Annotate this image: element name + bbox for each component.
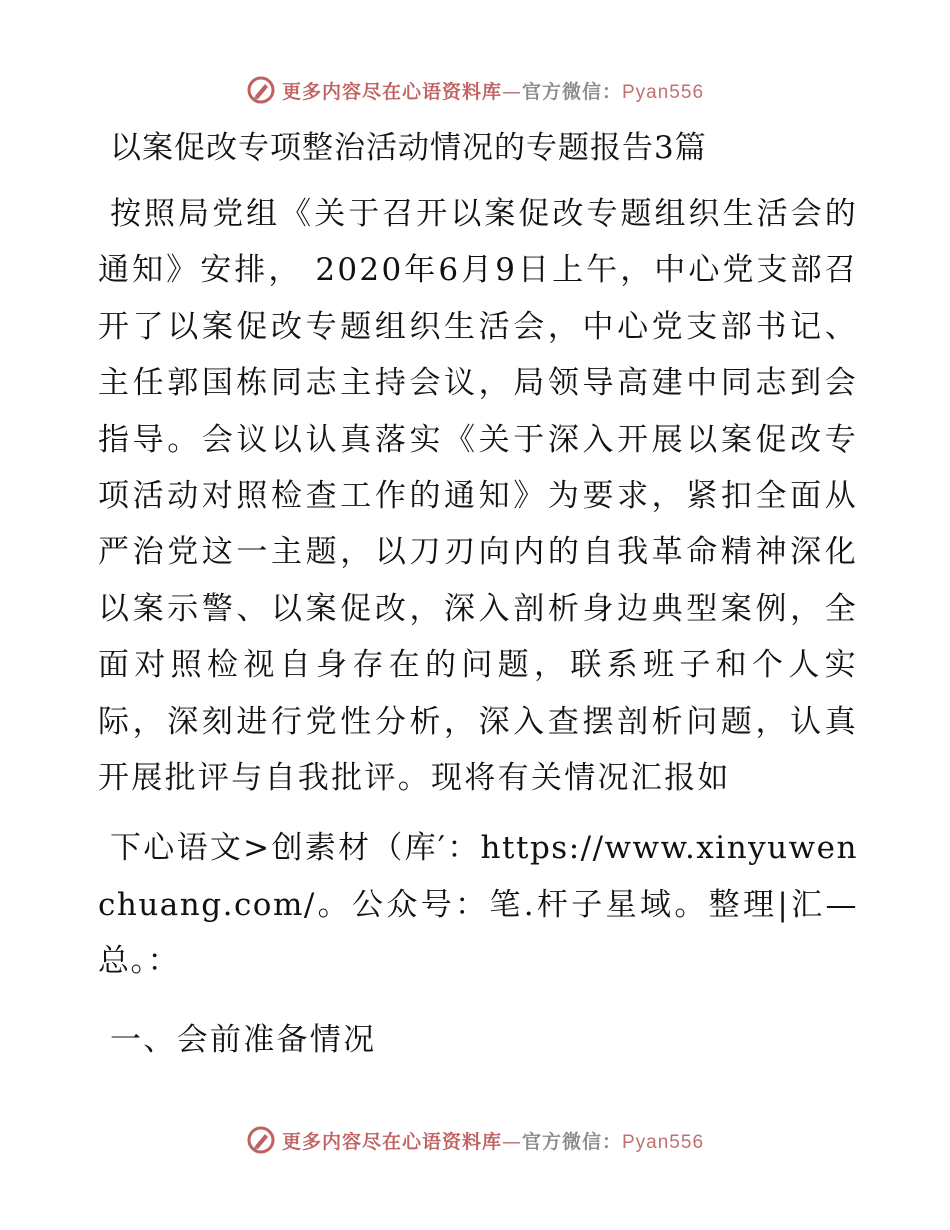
body-paragraph-source: 下心语文>创素材（库′：https://www.xinyuwenchuang.com/。公众号：笔.杆子星域。整理|汇—总。： bbox=[98, 830, 858, 980]
pen-logo-icon bbox=[246, 75, 276, 105]
document-title: 以案促改专项整治活动情况的专题报告3篇 bbox=[110, 130, 707, 166]
watermark-text bbox=[282, 1127, 704, 1154]
body-paragraph: 按照局党组《关于召开以案促改专题组织生活会的通知》安排， 2020年6月9日上午，中心党支部召开了以案促改专题组织生活会，中心党支部书记、主任郭国栋同志主持会议，局领导高建中同志到会指导。会议以认真落实《关于深入开展以案促改专项活动对照检查工作的通知》为要求，紧扣全面从严治党这一主题，以刀刃向内的自我革命精神深化以案示警、以案促改，深入剖析身边典型案例，全面对照检视自身存在的问题，联系班子和个人实际，深刻进行党性分析，深入查摆剖析问题，认真开展批评与自我批评。现将有关情况汇报如 bbox=[98, 196, 858, 797]
watermark-separator: — bbox=[501, 80, 522, 103]
watermark-contact-label: 官方微信： bbox=[521, 1130, 622, 1153]
watermark-main: 更多内容尽在心语资料库 bbox=[281, 80, 502, 103]
pen-logo-icon bbox=[246, 1125, 276, 1155]
watermark-wechat-id: Pyan556 bbox=[622, 81, 705, 103]
footer-watermark-banner bbox=[0, 1120, 950, 1160]
watermark-main: 更多内容尽在心语资料库 bbox=[281, 1130, 502, 1153]
watermark-text bbox=[282, 77, 704, 104]
watermark-wechat-id: Pyan556 bbox=[622, 1131, 705, 1153]
watermark-separator: — bbox=[501, 1130, 522, 1153]
document-body bbox=[98, 118, 858, 1068]
header-watermark-banner bbox=[0, 70, 950, 110]
watermark-contact-label: 官方微信： bbox=[521, 80, 622, 103]
section-heading: 一、会前准备情况 bbox=[110, 1021, 377, 1058]
